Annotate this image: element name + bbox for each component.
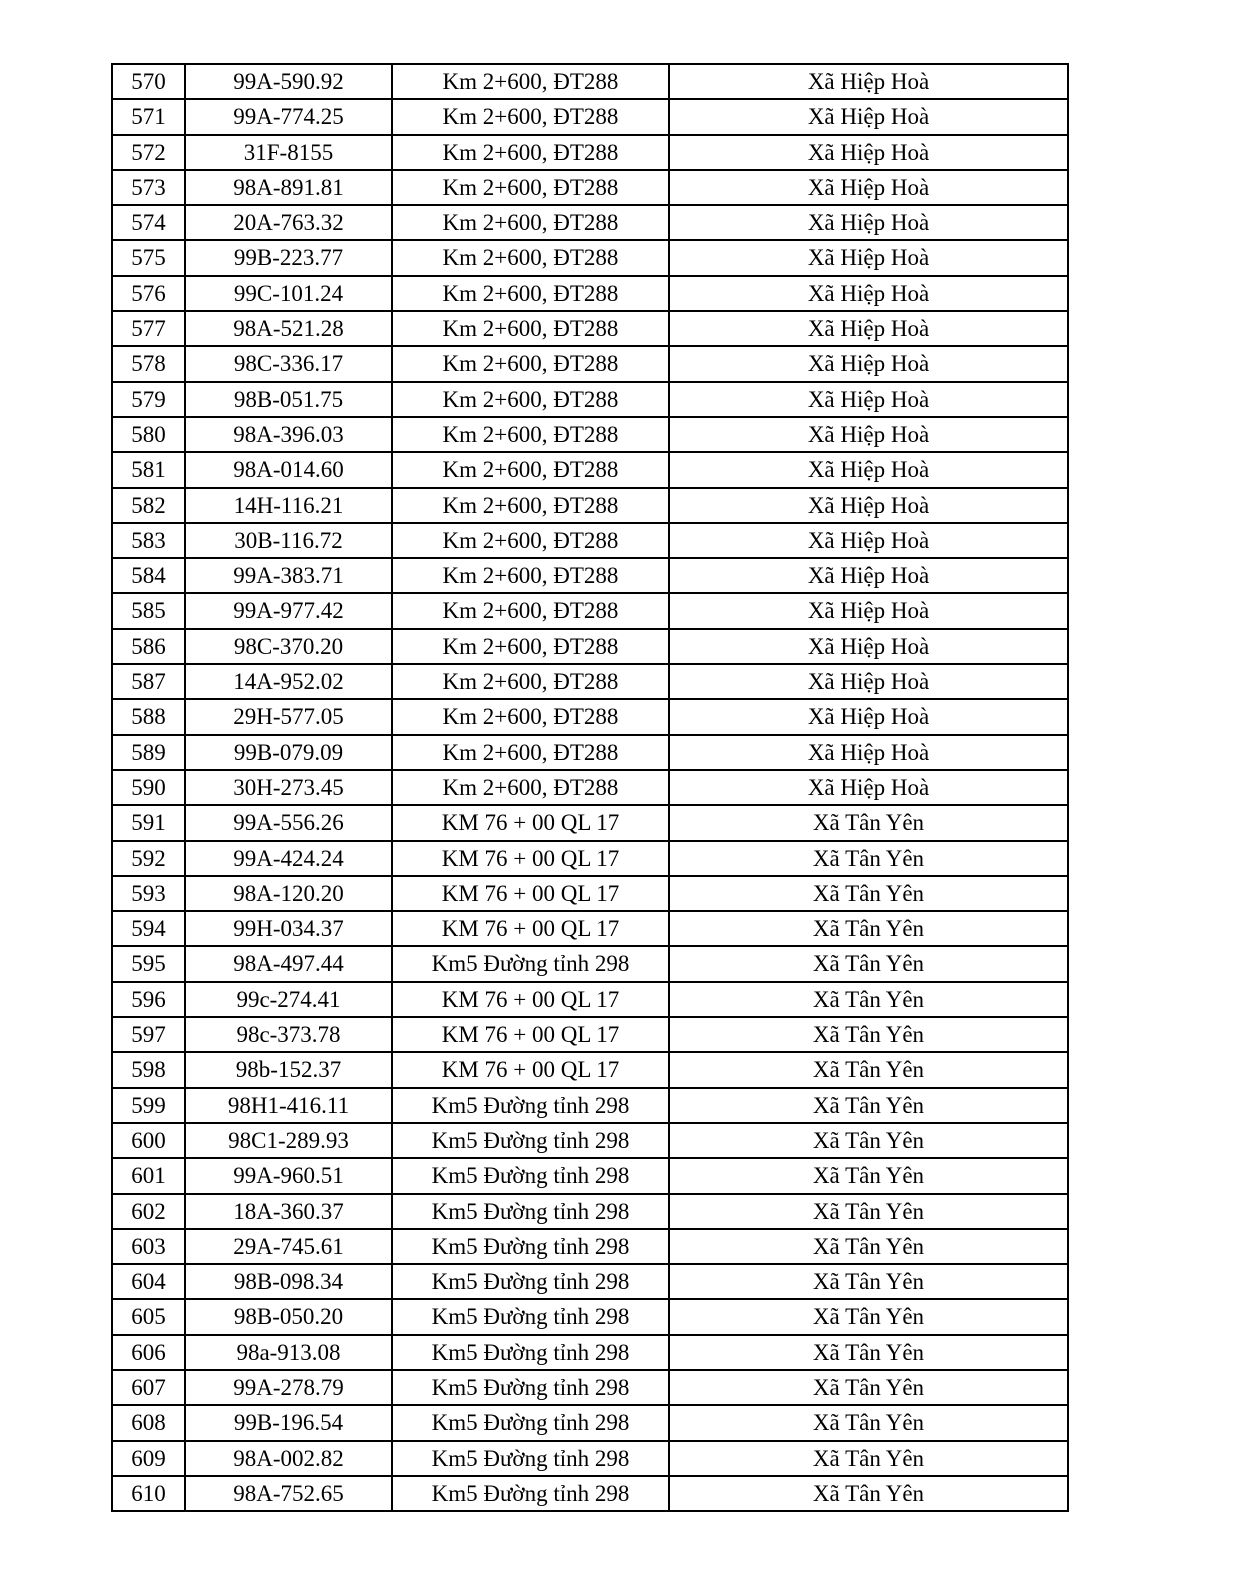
cell-license-plate: 14A-952.02 [185,664,392,699]
cell-row-number: 591 [112,805,185,840]
table-row [112,911,1068,946]
cell-license-plate: 29H-577.05 [185,699,392,734]
cell-commune: Xã Hiệp Hoà [669,735,1068,770]
cell-commune: Xã Tân Yên [669,1194,1068,1229]
table-row [112,170,1068,205]
cell-location: Km 2+600, ĐT288 [392,382,669,417]
cell-license-plate: 98C-370.20 [185,629,392,664]
cell-row-number: 600 [112,1123,185,1158]
cell-commune: Xã Hiệp Hoà [669,629,1068,664]
cell-row-number: 588 [112,699,185,734]
cell-row-number: 582 [112,488,185,523]
cell-commune: Xã Hiệp Hoà [669,593,1068,628]
cell-location: Km 2+600, ĐT288 [392,699,669,734]
table-row [112,311,1068,346]
cell-commune: Xã Hiệp Hoà [669,276,1068,311]
cell-location: Km 2+600, ĐT288 [392,170,669,205]
cell-row-number: 601 [112,1158,185,1193]
table-row [112,523,1068,558]
cell-commune: Xã Tân Yên [669,805,1068,840]
cell-row-number: 571 [112,99,185,134]
table-row [112,382,1068,417]
cell-license-plate: 99A-278.79 [185,1370,392,1405]
cell-license-plate: 99A-424.24 [185,841,392,876]
cell-location: Km5 Đường tỉnh 298 [392,1123,669,1158]
cell-commune: Xã Hiệp Hoà [669,770,1068,805]
cell-row-number: 594 [112,911,185,946]
cell-license-plate: 29A-745.61 [185,1229,392,1264]
cell-row-number: 609 [112,1441,185,1476]
cell-commune: Xã Tân Yên [669,1123,1068,1158]
cell-location: Km5 Đường tỉnh 298 [392,1229,669,1264]
cell-license-plate: 18A-360.37 [185,1194,392,1229]
cell-license-plate: 20A-763.32 [185,205,392,240]
cell-commune: Xã Hiệp Hoà [669,64,1068,99]
cell-row-number: 580 [112,417,185,452]
cell-license-plate: 99c-274.41 [185,982,392,1017]
cell-commune: Xã Hiệp Hoà [669,205,1068,240]
cell-row-number: 575 [112,240,185,275]
cell-license-plate: 98B-051.75 [185,382,392,417]
cell-commune: Xã Hiệp Hoà [669,135,1068,170]
cell-commune: Xã Tân Yên [669,1441,1068,1476]
cell-license-plate: 98B-098.34 [185,1264,392,1299]
table-row [112,946,1068,981]
cell-location: KM 76 + 00 QL 17 [392,1017,669,1052]
cell-license-plate: 98A-396.03 [185,417,392,452]
cell-license-plate: 98A-014.60 [185,452,392,487]
table-row [112,1441,1068,1476]
cell-license-plate: 98A-120.20 [185,876,392,911]
table-row [112,841,1068,876]
cell-row-number: 581 [112,452,185,487]
table-row [112,558,1068,593]
table-row [112,99,1068,134]
cell-location: Km 2+600, ĐT288 [392,735,669,770]
cell-license-plate: 98a-913.08 [185,1335,392,1370]
table-row [112,1335,1068,1370]
cell-row-number: 606 [112,1335,185,1370]
table-row [112,135,1068,170]
cell-commune: Xã Tân Yên [669,1229,1068,1264]
cell-license-plate: 99A-960.51 [185,1158,392,1193]
cell-commune: Xã Tân Yên [669,1405,1068,1440]
cell-commune: Xã Tân Yên [669,911,1068,946]
cell-row-number: 590 [112,770,185,805]
cell-location: Km 2+600, ĐT288 [392,240,669,275]
cell-commune: Xã Hiệp Hoà [669,170,1068,205]
cell-row-number: 605 [112,1299,185,1334]
cell-location: Km5 Đường tỉnh 298 [392,1335,669,1370]
cell-row-number: 607 [112,1370,185,1405]
table-row [112,1405,1068,1440]
cell-location: Km 2+600, ĐT288 [392,205,669,240]
table-row [112,805,1068,840]
table-row [112,876,1068,911]
cell-row-number: 570 [112,64,185,99]
cell-location: Km 2+600, ĐT288 [392,64,669,99]
cell-row-number: 593 [112,876,185,911]
cell-location: KM 76 + 00 QL 17 [392,982,669,1017]
cell-commune: Xã Hiệp Hoà [669,523,1068,558]
cell-location: Km 2+600, ĐT288 [392,593,669,628]
cell-license-plate: 98c-373.78 [185,1017,392,1052]
table-row [112,240,1068,275]
cell-location: Km 2+600, ĐT288 [392,558,669,593]
table-body [112,64,1068,1511]
table-row [112,1194,1068,1229]
table-row [112,346,1068,381]
cell-license-plate: 99A-556.26 [185,805,392,840]
cell-location: Km5 Đường tỉnh 298 [392,1088,669,1123]
table-row [112,735,1068,770]
cell-row-number: 584 [112,558,185,593]
vehicle-list-table [111,63,1069,1512]
cell-row-number: 578 [112,346,185,381]
table-row [112,205,1068,240]
cell-row-number: 608 [112,1405,185,1440]
cell-row-number: 574 [112,205,185,240]
cell-row-number: 596 [112,982,185,1017]
cell-location: Km5 Đường tỉnh 298 [392,946,669,981]
cell-location: Km 2+600, ĐT288 [392,346,669,381]
cell-location: Km5 Đường tỉnh 298 [392,1158,669,1193]
table-row [112,1017,1068,1052]
cell-location: Km 2+600, ĐT288 [392,276,669,311]
cell-license-plate: 30H-273.45 [185,770,392,805]
cell-location: Km5 Đường tỉnh 298 [392,1299,669,1334]
cell-location: Km5 Đường tỉnh 298 [392,1370,669,1405]
cell-license-plate: 14H-116.21 [185,488,392,523]
cell-location: Km 2+600, ĐT288 [392,770,669,805]
cell-commune: Xã Tân Yên [669,876,1068,911]
cell-location: Km5 Đường tỉnh 298 [392,1194,669,1229]
table-row [112,664,1068,699]
cell-row-number: 577 [112,311,185,346]
cell-commune: Xã Hiệp Hoà [669,240,1068,275]
cell-commune: Xã Hiệp Hoà [669,346,1068,381]
cell-location: Km 2+600, ĐT288 [392,664,669,699]
cell-license-plate: 99B-223.77 [185,240,392,275]
cell-license-plate: 99H-034.37 [185,911,392,946]
cell-license-plate: 31F-8155 [185,135,392,170]
cell-commune: Xã Hiệp Hoà [669,417,1068,452]
cell-location: Km 2+600, ĐT288 [392,417,669,452]
cell-location: Km 2+600, ĐT288 [392,452,669,487]
cell-row-number: 572 [112,135,185,170]
cell-license-plate: 30B-116.72 [185,523,392,558]
cell-commune: Xã Tân Yên [669,1088,1068,1123]
table-row [112,593,1068,628]
cell-row-number: 573 [112,170,185,205]
cell-license-plate: 99A-383.71 [185,558,392,593]
cell-commune: Xã Hiệp Hoà [669,382,1068,417]
table-row [112,1264,1068,1299]
cell-license-plate: 99A-977.42 [185,593,392,628]
cell-license-plate: 98A-002.82 [185,1441,392,1476]
cell-commune: Xã Tân Yên [669,1017,1068,1052]
table-row [112,982,1068,1017]
cell-location: KM 76 + 00 QL 17 [392,911,669,946]
cell-license-plate: 98C-336.17 [185,346,392,381]
cell-license-plate: 98B-050.20 [185,1299,392,1334]
table-row [112,1088,1068,1123]
cell-location: KM 76 + 00 QL 17 [392,876,669,911]
cell-commune: Xã Tân Yên [669,1299,1068,1334]
cell-location: Km5 Đường tỉnh 298 [392,1264,669,1299]
cell-row-number: 604 [112,1264,185,1299]
cell-license-plate: 99B-196.54 [185,1405,392,1440]
cell-license-plate: 98A-752.65 [185,1476,392,1511]
table-row [112,1158,1068,1193]
cell-license-plate: 99A-774.25 [185,99,392,134]
table-row [112,1476,1068,1511]
cell-location: KM 76 + 00 QL 17 [392,805,669,840]
cell-commune: Xã Hiệp Hoà [669,452,1068,487]
cell-license-plate: 98b-152.37 [185,1052,392,1087]
cell-location: KM 76 + 00 QL 17 [392,1052,669,1087]
cell-license-plate: 99B-079.09 [185,735,392,770]
cell-location: Km 2+600, ĐT288 [392,99,669,134]
table-row [112,276,1068,311]
cell-row-number: 579 [112,382,185,417]
cell-commune: Xã Hiệp Hoà [669,488,1068,523]
table-row [112,1123,1068,1158]
cell-location: Km5 Đường tỉnh 298 [392,1476,669,1511]
cell-license-plate: 98A-497.44 [185,946,392,981]
table-row [112,1229,1068,1264]
cell-commune: Xã Tân Yên [669,946,1068,981]
table-row [112,770,1068,805]
cell-location: Km 2+600, ĐT288 [392,523,669,558]
table-row [112,452,1068,487]
cell-location: KM 76 + 00 QL 17 [392,841,669,876]
cell-row-number: 599 [112,1088,185,1123]
cell-row-number: 585 [112,593,185,628]
cell-commune: Xã Hiệp Hoà [669,311,1068,346]
cell-row-number: 586 [112,629,185,664]
cell-row-number: 602 [112,1194,185,1229]
cell-row-number: 576 [112,276,185,311]
cell-row-number: 597 [112,1017,185,1052]
cell-location: Km5 Đường tỉnh 298 [392,1405,669,1440]
cell-commune: Xã Tân Yên [669,982,1068,1017]
cell-license-plate: 98H1-416.11 [185,1088,392,1123]
cell-location: Km5 Đường tỉnh 298 [392,1441,669,1476]
cell-row-number: 587 [112,664,185,699]
cell-commune: Xã Tân Yên [669,1370,1068,1405]
table-row [112,64,1068,99]
cell-license-plate: 99A-590.92 [185,64,392,99]
table-row [112,629,1068,664]
cell-commune: Xã Tân Yên [669,1158,1068,1193]
table-row [112,417,1068,452]
cell-commune: Xã Hiệp Hoà [669,99,1068,134]
cell-license-plate: 98A-521.28 [185,311,392,346]
cell-row-number: 598 [112,1052,185,1087]
cell-row-number: 595 [112,946,185,981]
cell-commune: Xã Tân Yên [669,1335,1068,1370]
cell-commune: Xã Tân Yên [669,841,1068,876]
cell-license-plate: 98A-891.81 [185,170,392,205]
cell-license-plate: 98C1-289.93 [185,1123,392,1158]
cell-row-number: 610 [112,1476,185,1511]
cell-license-plate: 99C-101.24 [185,276,392,311]
table-row [112,488,1068,523]
cell-commune: Xã Tân Yên [669,1052,1068,1087]
cell-row-number: 603 [112,1229,185,1264]
cell-commune: Xã Hiệp Hoà [669,699,1068,734]
cell-commune: Xã Hiệp Hoà [669,664,1068,699]
cell-location: Km 2+600, ĐT288 [392,135,669,170]
cell-location: Km 2+600, ĐT288 [392,311,669,346]
table-row [112,699,1068,734]
cell-row-number: 589 [112,735,185,770]
cell-commune: Xã Tân Yên [669,1264,1068,1299]
cell-location: Km 2+600, ĐT288 [392,488,669,523]
table-row [112,1052,1068,1087]
table-row [112,1299,1068,1334]
table-row [112,1370,1068,1405]
cell-commune: Xã Tân Yên [669,1476,1068,1511]
cell-row-number: 583 [112,523,185,558]
cell-commune: Xã Hiệp Hoà [669,558,1068,593]
cell-location: Km 2+600, ĐT288 [392,629,669,664]
cell-row-number: 592 [112,841,185,876]
